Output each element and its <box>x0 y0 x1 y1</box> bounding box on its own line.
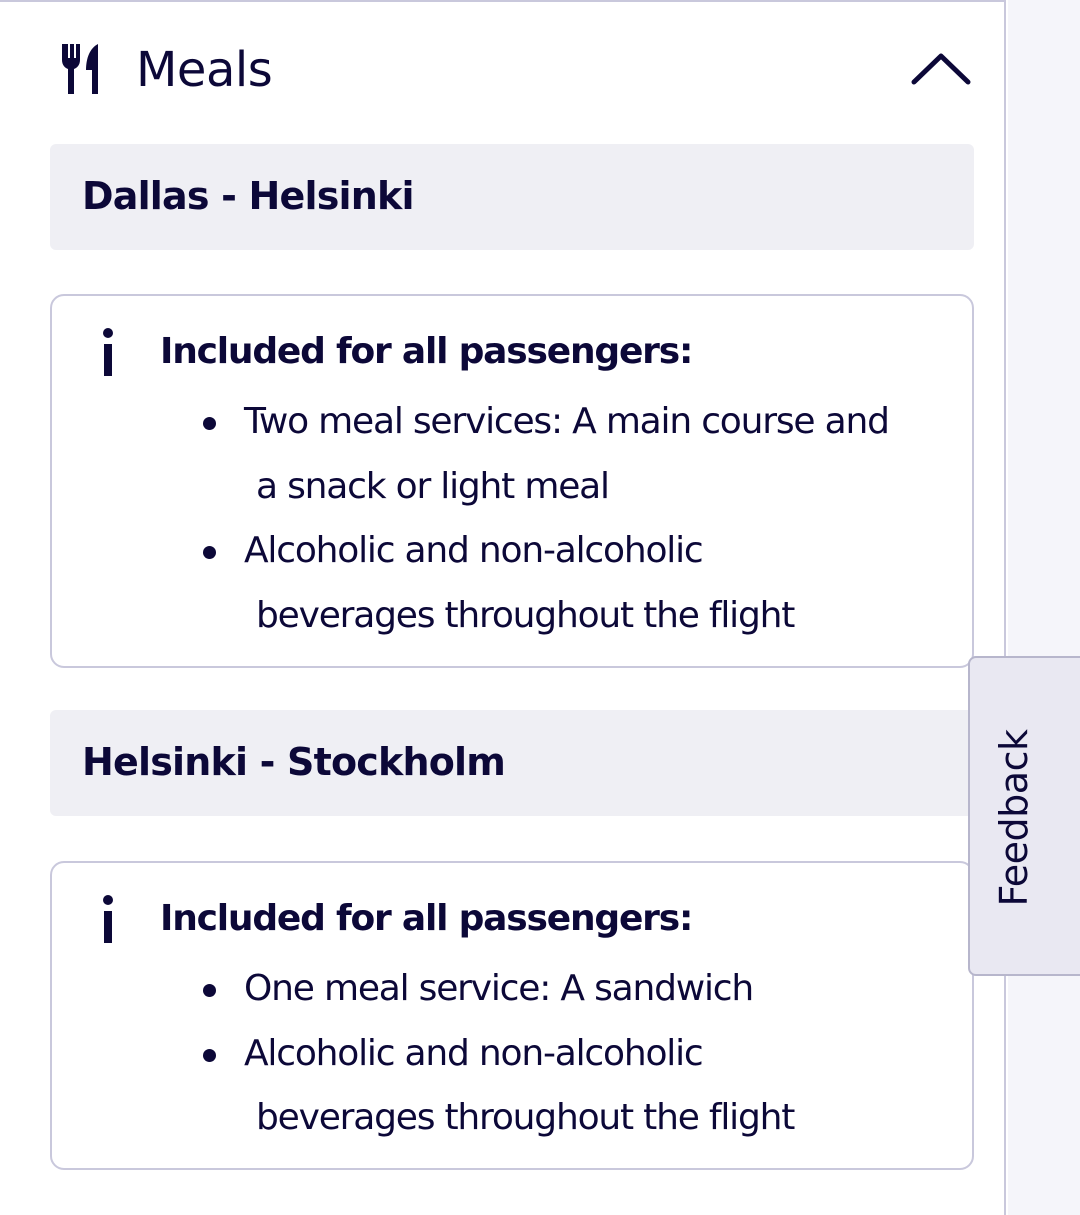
info-heading: Included for all passengers: <box>160 898 693 939</box>
cutlery-icon <box>58 42 104 96</box>
route-label: Dallas - Helsinki <box>82 174 414 218</box>
list-item-line: Two meal services: A main course and <box>244 401 889 442</box>
feedback-label: Feedback <box>992 729 1036 907</box>
feedback-button[interactable] <box>968 656 1080 976</box>
meal-info-box <box>50 861 974 1170</box>
route-label: Helsinki - Stockholm <box>82 740 506 784</box>
meal-list <box>202 390 964 648</box>
list-item-line: One meal service: A sandwich <box>244 968 754 1009</box>
list-item-line: beverages throughout the flight <box>256 1097 795 1138</box>
meals-title: Meals <box>136 42 273 98</box>
list-item <box>202 519 964 648</box>
list-item-line: Alcoholic and non-alcoholic <box>244 1032 703 1074</box>
list-item-line: beverages throughout the flight <box>256 594 795 636</box>
info-icon <box>96 326 120 382</box>
meal-list <box>202 957 964 1151</box>
info-icon <box>96 893 120 949</box>
list-item-line: a snack or light meal <box>256 465 609 507</box>
route-header-dallas-helsinki <box>50 144 974 250</box>
page-gutter <box>1008 0 1080 1215</box>
info-heading: Included for all passengers: <box>160 331 693 372</box>
bullet-icon <box>203 984 216 997</box>
meals-header[interactable] <box>0 2 1004 142</box>
bullet-icon <box>203 546 216 559</box>
bullet-icon <box>203 417 216 430</box>
list-item <box>202 1022 964 1151</box>
bullet-icon <box>203 1049 216 1062</box>
list-item <box>202 957 964 1022</box>
chevron-up-icon[interactable] <box>906 46 976 94</box>
route-header-helsinki-stockholm <box>50 710 980 816</box>
list-item <box>202 390 964 519</box>
meal-info-box <box>50 294 974 668</box>
list-item-line: Alcoholic and non-alcoholic <box>244 530 703 571</box>
